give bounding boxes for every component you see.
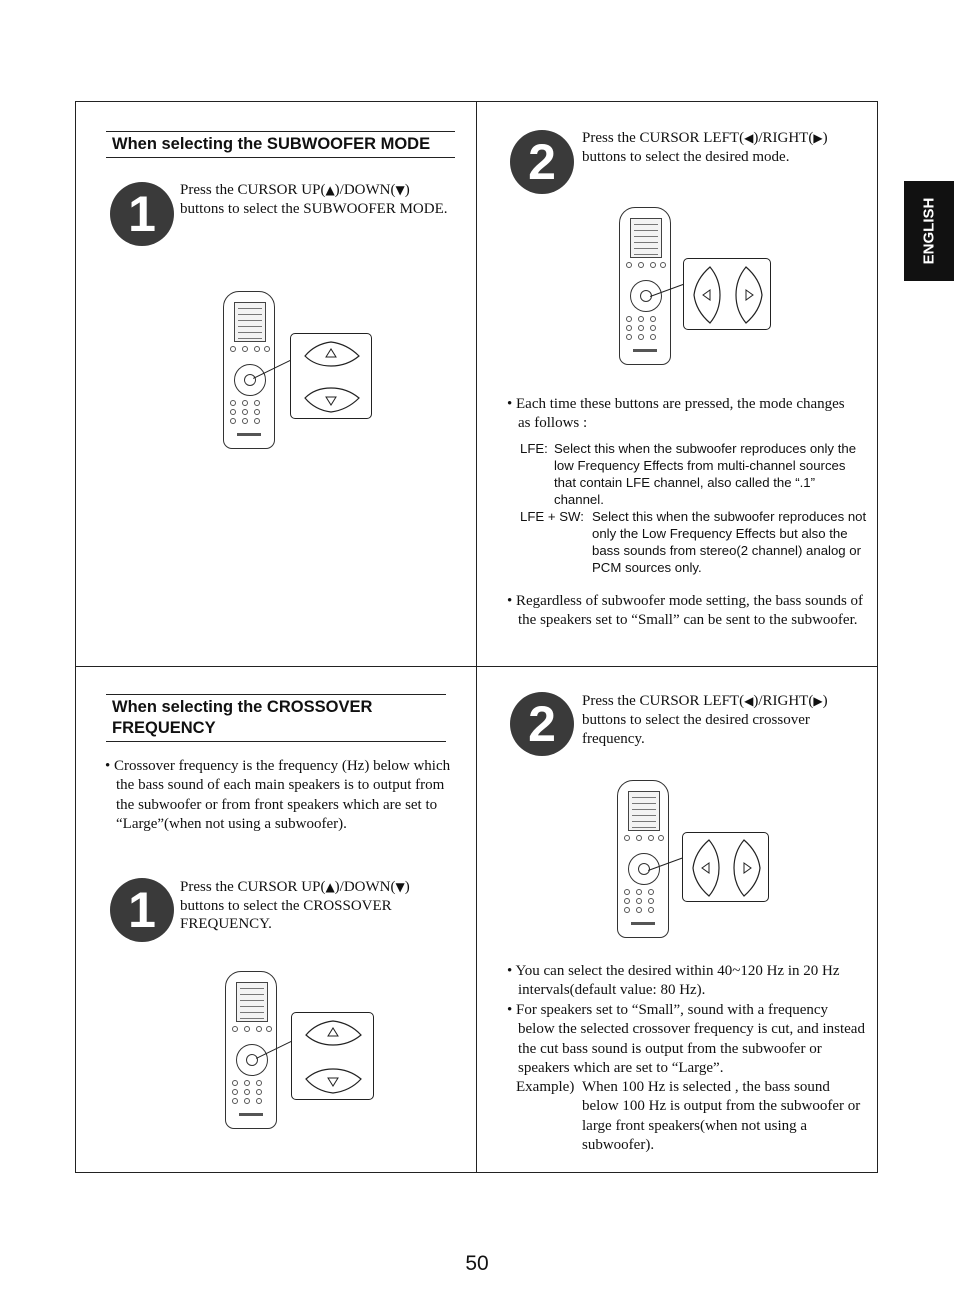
subwoofer-step1-text: Press the CURSOR UP(▲)/DOWN(▼) buttons to select the SUBWOOFER MODE. bbox=[180, 182, 448, 217]
cursor-left-button-icon bbox=[694, 267, 720, 323]
cursor-right-button-icon bbox=[736, 267, 762, 323]
crossover-step2-text: Press the CURSOR LEFT(◀)/RIGHT(▶) buttons to select the desired crossover frequency. bbox=[582, 693, 828, 747]
subwoofer-step2-text: Press the CURSOR LEFT(◀)/RIGHT(▶) buttons to select the desired mode. bbox=[582, 130, 828, 165]
cursor-right-button-icon bbox=[734, 840, 760, 896]
cursor-down-button-icon bbox=[305, 388, 359, 412]
remote-control-icon bbox=[225, 971, 277, 1129]
step-2-badge: 2 bbox=[510, 692, 574, 756]
page-number: 50 bbox=[465, 1252, 489, 1275]
crossover-bullet-1: • You can select the desired within 40~120 Hz in 20 Hz intervals(default value: 80 Hz). bbox=[507, 963, 840, 999]
up-down-callout bbox=[291, 1012, 374, 1100]
crossover-step1-text: Press the CURSOR UP(▲)/DOWN(▼) buttons to select the CROSSOVER FREQUENCY. bbox=[180, 879, 410, 932]
lfe-text: Select this when the subwoofer reproduces only the low Frequency Effects from multi-channel sources that contain LFE channel, also called the “.1” channel. bbox=[554, 441, 857, 507]
language-tab: ENGLISH bbox=[904, 181, 954, 281]
example-text: When 100 Hz is selected , the bass sound below 100 Hz is output from the subwoofer or large front speakers(when not using a subwoofer). bbox=[582, 1079, 861, 1153]
column-divider bbox=[476, 101, 477, 1173]
subwoofer-bullet-1: • Each time these buttons are pressed, the mode changes as follows : bbox=[507, 396, 845, 432]
step-2-badge: 2 bbox=[510, 130, 574, 194]
up-down-callout bbox=[290, 333, 372, 419]
cursor-left-button-icon bbox=[693, 840, 719, 896]
crossover-bullet-2: • For speakers set to “Small”, sound with a frequency below the selected crossover frequency is cut, and instead the cut bass sound is output from the subwoofer or speakers which are set to “Large”. bbox=[507, 1002, 865, 1076]
left-right-callout bbox=[682, 832, 769, 902]
crossover-intro: • Crossover frequency is the frequency (Hz) below which the bass sound of each main speakers is to output from the subwoofer or from front speakers which are set to “Large”(when not using a subwoofer). bbox=[105, 758, 451, 832]
cursor-up-button-icon bbox=[306, 1021, 361, 1045]
subwoofer-heading: When selecting the SUBWOOFER MODE bbox=[106, 131, 455, 158]
lfesw-label: LFE + SW: bbox=[520, 509, 584, 524]
step-1-badge: 1 bbox=[110, 878, 174, 942]
step-1-badge: 1 bbox=[110, 182, 174, 246]
cursor-up-button-icon bbox=[305, 342, 359, 366]
crossover-heading: When selecting the CROSSOVER FREQUENCY bbox=[106, 694, 446, 742]
example-label: Example) bbox=[516, 1079, 575, 1095]
remote-control-icon bbox=[617, 780, 669, 938]
left-right-callout bbox=[683, 258, 771, 330]
row-divider bbox=[75, 666, 878, 667]
subwoofer-bullet-2: • Regardless of subwoofer mode setting, the bass sounds of the speakers set to “Small” can be sent to the subwoofer. bbox=[507, 593, 864, 629]
lfe-label: LFE: bbox=[520, 441, 548, 456]
remote-control-icon bbox=[619, 207, 671, 365]
cursor-down-button-icon bbox=[306, 1069, 361, 1093]
lfesw-text: Select this when the subwoofer reproduces not only the Low Frequency Effects but also the bass sounds from stereo(2 channel) analog or PCM sources only. bbox=[592, 509, 867, 575]
